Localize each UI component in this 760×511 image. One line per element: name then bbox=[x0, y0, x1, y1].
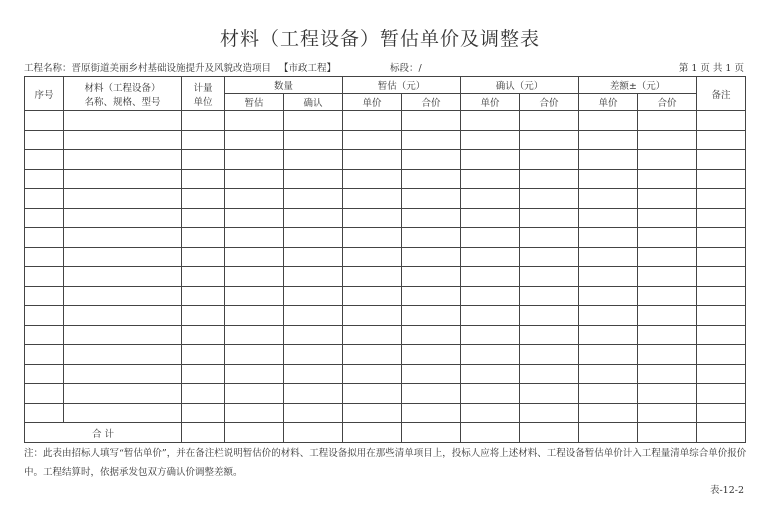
table-cell bbox=[461, 423, 520, 443]
table-cell bbox=[343, 247, 402, 267]
table-cell bbox=[461, 130, 520, 150]
table-cell bbox=[402, 423, 461, 443]
table-cell bbox=[638, 208, 697, 228]
table-cell bbox=[638, 384, 697, 404]
table-cell bbox=[182, 150, 225, 170]
table-cell bbox=[343, 403, 402, 423]
table-cell bbox=[638, 267, 697, 287]
table-cell bbox=[182, 208, 225, 228]
table-cell bbox=[697, 228, 746, 248]
table-cell bbox=[64, 286, 182, 306]
header-unit bbox=[182, 77, 225, 111]
table-cell bbox=[284, 208, 343, 228]
table-cell bbox=[284, 306, 343, 326]
header-diff-total: 合价 bbox=[638, 94, 697, 111]
table-cell bbox=[64, 130, 182, 150]
table-cell bbox=[579, 247, 638, 267]
table-cell bbox=[461, 286, 520, 306]
table-cell bbox=[697, 208, 746, 228]
table-cell bbox=[638, 364, 697, 384]
header-conf-total: 合价 bbox=[520, 94, 579, 111]
table-cell bbox=[182, 111, 225, 131]
table-cell bbox=[182, 228, 225, 248]
total-label: 合 计 bbox=[25, 423, 182, 443]
table-cell bbox=[402, 286, 461, 306]
table-cell bbox=[64, 403, 182, 423]
table-cell bbox=[697, 267, 746, 287]
table-cell bbox=[461, 267, 520, 287]
table-cell bbox=[25, 364, 64, 384]
table-cell bbox=[461, 150, 520, 170]
table-cell bbox=[402, 111, 461, 131]
table-cell bbox=[225, 423, 284, 443]
header-unit-line1: 计量 bbox=[193, 82, 213, 94]
table-cell bbox=[182, 325, 225, 345]
table-cell bbox=[520, 267, 579, 287]
table-cell bbox=[638, 247, 697, 267]
table-row bbox=[25, 111, 746, 131]
table-cell bbox=[579, 150, 638, 170]
table-cell bbox=[461, 189, 520, 209]
table-cell bbox=[579, 364, 638, 384]
table-cell bbox=[182, 286, 225, 306]
table-cell bbox=[461, 325, 520, 345]
table-cell bbox=[461, 345, 520, 365]
header-qty-est: 暂估 bbox=[225, 94, 284, 111]
table-cell bbox=[579, 423, 638, 443]
table-cell bbox=[182, 345, 225, 365]
header-remark: 备注 bbox=[697, 77, 746, 111]
table-cell bbox=[579, 267, 638, 287]
table-cell bbox=[520, 208, 579, 228]
header-diff: 差额±（元） bbox=[579, 77, 697, 94]
table-cell bbox=[64, 247, 182, 267]
table-cell bbox=[343, 169, 402, 189]
table-cell bbox=[520, 111, 579, 131]
table-cell bbox=[25, 306, 64, 326]
header-qty-conf: 确认 bbox=[284, 94, 343, 111]
table-cell bbox=[520, 384, 579, 404]
table-cell bbox=[638, 130, 697, 150]
page-title: 材料（工程设备）暂估单价及调整表 bbox=[219, 28, 540, 50]
table-row bbox=[25, 130, 746, 150]
table-cell bbox=[638, 286, 697, 306]
info-bar bbox=[24, 60, 744, 74]
table-cell bbox=[284, 150, 343, 170]
table-cell bbox=[25, 169, 64, 189]
table-cell bbox=[182, 306, 225, 326]
table-cell bbox=[284, 169, 343, 189]
table-cell bbox=[25, 345, 64, 365]
table-cell bbox=[25, 189, 64, 209]
table-cell bbox=[25, 403, 64, 423]
table-row bbox=[25, 286, 746, 306]
table-cell bbox=[579, 403, 638, 423]
table-cell bbox=[225, 325, 284, 345]
table-cell bbox=[697, 306, 746, 326]
page-indicator: 第 1 页 共 1 页 bbox=[678, 63, 744, 74]
table-row bbox=[25, 208, 746, 228]
table-cell bbox=[461, 384, 520, 404]
table-cell bbox=[284, 228, 343, 248]
table-cell bbox=[402, 189, 461, 209]
table-cell bbox=[343, 286, 402, 306]
table-cell bbox=[402, 150, 461, 170]
table-cell bbox=[579, 228, 638, 248]
table-cell bbox=[697, 189, 746, 209]
table-row bbox=[25, 228, 746, 248]
table-cell bbox=[64, 306, 182, 326]
table-row bbox=[25, 325, 746, 345]
table-cell bbox=[579, 189, 638, 209]
table-cell bbox=[225, 228, 284, 248]
table-cell bbox=[225, 150, 284, 170]
table-cell bbox=[284, 111, 343, 131]
table-cell bbox=[520, 189, 579, 209]
project-category: 【市政工程】 bbox=[279, 63, 337, 74]
header-material bbox=[64, 77, 182, 111]
table-cell bbox=[697, 423, 746, 443]
table-cell bbox=[182, 364, 225, 384]
table-cell bbox=[343, 306, 402, 326]
table-cell bbox=[461, 247, 520, 267]
table-cell bbox=[64, 345, 182, 365]
table-cell bbox=[697, 130, 746, 150]
table-cell bbox=[64, 384, 182, 404]
table-cell bbox=[225, 306, 284, 326]
table-cell bbox=[64, 189, 182, 209]
table-cell bbox=[225, 130, 284, 150]
table-cell bbox=[284, 286, 343, 306]
table-cell bbox=[64, 364, 182, 384]
table-code: 表-12-2 bbox=[709, 485, 744, 496]
table-cell bbox=[343, 364, 402, 384]
table-cell bbox=[697, 169, 746, 189]
header-est-unit: 单价 bbox=[343, 94, 402, 111]
header-material-line2: 名称、规格、型号 bbox=[84, 96, 161, 108]
total-row bbox=[25, 423, 746, 443]
table-cell bbox=[284, 130, 343, 150]
table-cell bbox=[579, 208, 638, 228]
table-cell bbox=[402, 247, 461, 267]
table-cell bbox=[638, 169, 697, 189]
section-label: 标段：/ bbox=[390, 63, 422, 74]
table-cell bbox=[579, 325, 638, 345]
table-cell bbox=[343, 345, 402, 365]
table-cell bbox=[697, 325, 746, 345]
table-cell bbox=[697, 111, 746, 131]
table-cell bbox=[343, 130, 402, 150]
table-cell bbox=[25, 267, 64, 287]
table-cell bbox=[182, 403, 225, 423]
header-unit-line2: 单位 bbox=[193, 96, 213, 108]
table-cell bbox=[225, 189, 284, 209]
header-est: 暂估（元） bbox=[343, 77, 461, 94]
table-cell bbox=[284, 384, 343, 404]
table-cell bbox=[461, 403, 520, 423]
table-cell bbox=[225, 364, 284, 384]
table-cell bbox=[520, 345, 579, 365]
table-cell bbox=[284, 345, 343, 365]
table-cell bbox=[343, 267, 402, 287]
table-cell bbox=[461, 111, 520, 131]
table-cell bbox=[402, 130, 461, 150]
table-cell bbox=[182, 267, 225, 287]
table-cell bbox=[402, 364, 461, 384]
table-cell bbox=[579, 384, 638, 404]
table-cell bbox=[402, 267, 461, 287]
table-cell bbox=[25, 325, 64, 345]
table-cell bbox=[638, 423, 697, 443]
table-cell bbox=[461, 228, 520, 248]
table-note: 注：此表由招标人填写“暂估单价”，并在备注栏说明暂估价的材料、工程设备拟用在那些清单项目上，投标人应将上述材料、工程设备暂估单价计入工程量清单综合单价报价中。工程结算时，依据承发包双方确认价调整差额。 bbox=[24, 448, 747, 478]
table-cell bbox=[638, 325, 697, 345]
table-cell bbox=[638, 306, 697, 326]
table-cell bbox=[461, 169, 520, 189]
table-cell bbox=[402, 345, 461, 365]
table-row bbox=[25, 189, 746, 209]
table-cell bbox=[343, 150, 402, 170]
table-cell bbox=[182, 423, 225, 443]
table-cell bbox=[25, 130, 64, 150]
table-cell bbox=[638, 189, 697, 209]
table-cell bbox=[225, 267, 284, 287]
table-cell bbox=[697, 150, 746, 170]
table-cell bbox=[520, 150, 579, 170]
table-cell bbox=[182, 130, 225, 150]
table-cell bbox=[225, 403, 284, 423]
table-cell bbox=[182, 169, 225, 189]
table-cell bbox=[520, 286, 579, 306]
table-cell bbox=[25, 208, 64, 228]
table-cell bbox=[64, 267, 182, 287]
table-cell bbox=[697, 364, 746, 384]
table-cell bbox=[402, 228, 461, 248]
table-cell bbox=[638, 345, 697, 365]
header-est-total: 合价 bbox=[402, 94, 461, 111]
table-cell bbox=[64, 208, 182, 228]
table-cell bbox=[520, 364, 579, 384]
table-cell bbox=[461, 306, 520, 326]
table-cell bbox=[284, 247, 343, 267]
table-cell bbox=[284, 423, 343, 443]
header-seq: 序号 bbox=[25, 77, 64, 111]
header-diff-unit: 单价 bbox=[579, 94, 638, 111]
table-cell bbox=[343, 111, 402, 131]
table-row bbox=[25, 384, 746, 404]
table-cell bbox=[343, 208, 402, 228]
table-row bbox=[25, 364, 746, 384]
table-cell bbox=[225, 247, 284, 267]
table-cell bbox=[225, 286, 284, 306]
table-cell bbox=[579, 345, 638, 365]
table-cell bbox=[225, 169, 284, 189]
table-cell bbox=[284, 403, 343, 423]
table-cell bbox=[284, 364, 343, 384]
header-material-line1: 材料（工程设备） bbox=[84, 82, 161, 94]
table-row bbox=[25, 267, 746, 287]
table-cell bbox=[25, 286, 64, 306]
table-cell bbox=[182, 384, 225, 404]
table-cell bbox=[343, 189, 402, 209]
table-cell bbox=[579, 306, 638, 326]
table-cell bbox=[343, 423, 402, 443]
table-cell bbox=[638, 150, 697, 170]
table-cell bbox=[579, 111, 638, 131]
table-cell bbox=[520, 169, 579, 189]
table-cell bbox=[461, 208, 520, 228]
table-cell bbox=[638, 228, 697, 248]
table-cell bbox=[402, 403, 461, 423]
table-cell bbox=[284, 189, 343, 209]
table-cell bbox=[520, 403, 579, 423]
table-cell bbox=[579, 130, 638, 150]
table-cell bbox=[638, 111, 697, 131]
table-cell bbox=[225, 208, 284, 228]
table-cell bbox=[579, 286, 638, 306]
table-cell bbox=[25, 111, 64, 131]
table-cell bbox=[697, 403, 746, 423]
table-cell bbox=[64, 111, 182, 131]
table-cell bbox=[697, 286, 746, 306]
table-cell bbox=[520, 228, 579, 248]
table-row bbox=[25, 306, 746, 326]
table-cell bbox=[343, 228, 402, 248]
material-price-table bbox=[24, 76, 746, 443]
table-cell bbox=[343, 325, 402, 345]
table-cell bbox=[284, 325, 343, 345]
table-cell bbox=[64, 150, 182, 170]
table-cell bbox=[182, 189, 225, 209]
table-cell bbox=[697, 345, 746, 365]
table-cell bbox=[461, 364, 520, 384]
header-conf-unit: 单价 bbox=[461, 94, 520, 111]
table-cell bbox=[697, 247, 746, 267]
table-cell bbox=[402, 169, 461, 189]
table-cell bbox=[520, 423, 579, 443]
table-cell bbox=[64, 169, 182, 189]
table-cell bbox=[225, 384, 284, 404]
table-cell bbox=[520, 247, 579, 267]
header-conf: 确认（元） bbox=[461, 77, 579, 94]
table-cell bbox=[520, 130, 579, 150]
table-cell bbox=[638, 403, 697, 423]
table-cell bbox=[402, 208, 461, 228]
table-cell bbox=[697, 384, 746, 404]
table-row bbox=[25, 345, 746, 365]
table-cell bbox=[25, 384, 64, 404]
table-cell bbox=[25, 150, 64, 170]
table-cell bbox=[520, 325, 579, 345]
header-qty: 数量 bbox=[225, 77, 343, 94]
table-row bbox=[25, 169, 746, 189]
table-cell bbox=[579, 169, 638, 189]
table-cell bbox=[343, 384, 402, 404]
table-cell bbox=[25, 228, 64, 248]
table-row bbox=[25, 247, 746, 267]
table-cell bbox=[402, 325, 461, 345]
table-cell bbox=[402, 306, 461, 326]
table-cell bbox=[64, 325, 182, 345]
table-cell bbox=[25, 247, 64, 267]
table-cell bbox=[182, 247, 225, 267]
table-row bbox=[25, 403, 746, 423]
table-cell bbox=[520, 306, 579, 326]
table-cell bbox=[64, 228, 182, 248]
table-body bbox=[25, 111, 746, 443]
table-cell bbox=[284, 267, 343, 287]
table-cell bbox=[225, 111, 284, 131]
table-cell bbox=[402, 384, 461, 404]
project-name: 工程名称：晋原街道美丽乡村基础设施提升及风貌改造项目 bbox=[24, 63, 272, 74]
table-row bbox=[25, 150, 746, 170]
table-cell bbox=[225, 345, 284, 365]
